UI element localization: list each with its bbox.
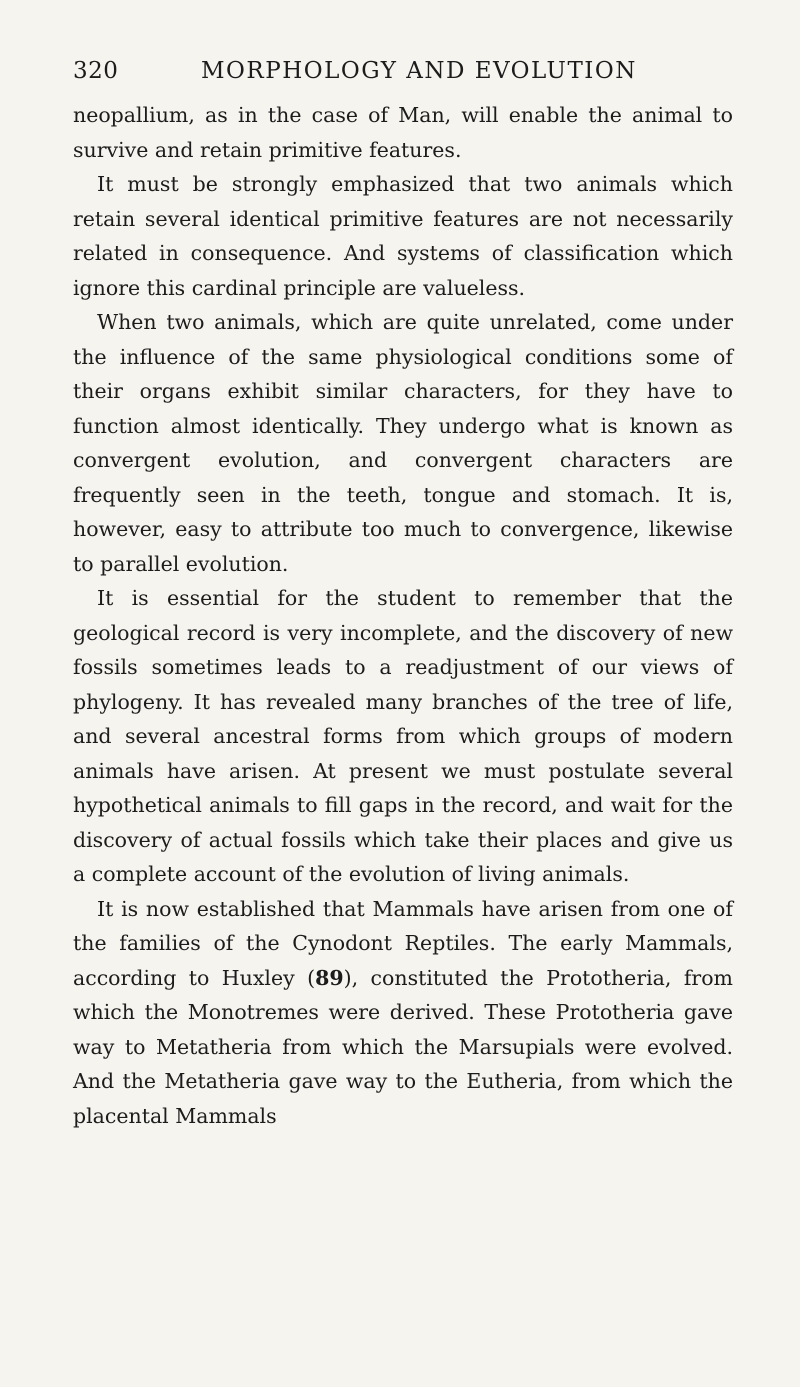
body-text [73, 98, 733, 1133]
paragraph-5-text-after: ), constituted the Prototheria, from which the Monotremes were derived. These Prototheria gave way to Metatheria from which the Marsupials were evolved. And the Metatheria gave way to the Eutheria, from which the placental Mammals [73, 965, 733, 1128]
running-title: MORPHOLOGY AND EVOLUTION [201, 58, 637, 84]
paragraph-2: It must be strongly emphasized that two animals which retain several identical primitive features are not necessarily related in consequence. And systems of classification which ignore this cardinal principle are valueless. [73, 172, 733, 300]
citation-reference: 89 [315, 965, 344, 990]
paragraph-1: neopallium, as in the case of Man, will enable the animal to survive and retain primitive features. [73, 103, 733, 162]
paragraph-5-text-before: It is now established that Mammals have arisen from one of the families of the Cynodont Reptiles. The early Mammals, according to Huxley ( [73, 896, 733, 990]
paragraph-4: It is essential for the student to remember that the geological record is very incomplete, and the discovery of new fossils sometimes leads to a readjustment of our views of phylogeny. It has revealed many branches of the tree of life, and several ancestral forms from which groups of modern animals have arisen. At present we must postulate several hypothetical animals to fill gaps in the record, and wait for the discovery of actual fossils which take their places and give us a complete account of the evolution of living animals. [73, 586, 733, 886]
paragraph-5 [73, 892, 733, 1134]
page-header [73, 58, 733, 98]
page-number: 320 [73, 58, 119, 84]
paragraph-3: When two animals, which are quite unrelated, come under the influence of the same physiological conditions some of their organs exhibit similar characters, for they have to function almost identically. They undergo what is known as convergent evolution, and convergent characters are frequently seen in the teeth, tongue and stomach. It is, however, easy to attribute too much to convergence, likewise to parallel evolution. [73, 310, 733, 576]
